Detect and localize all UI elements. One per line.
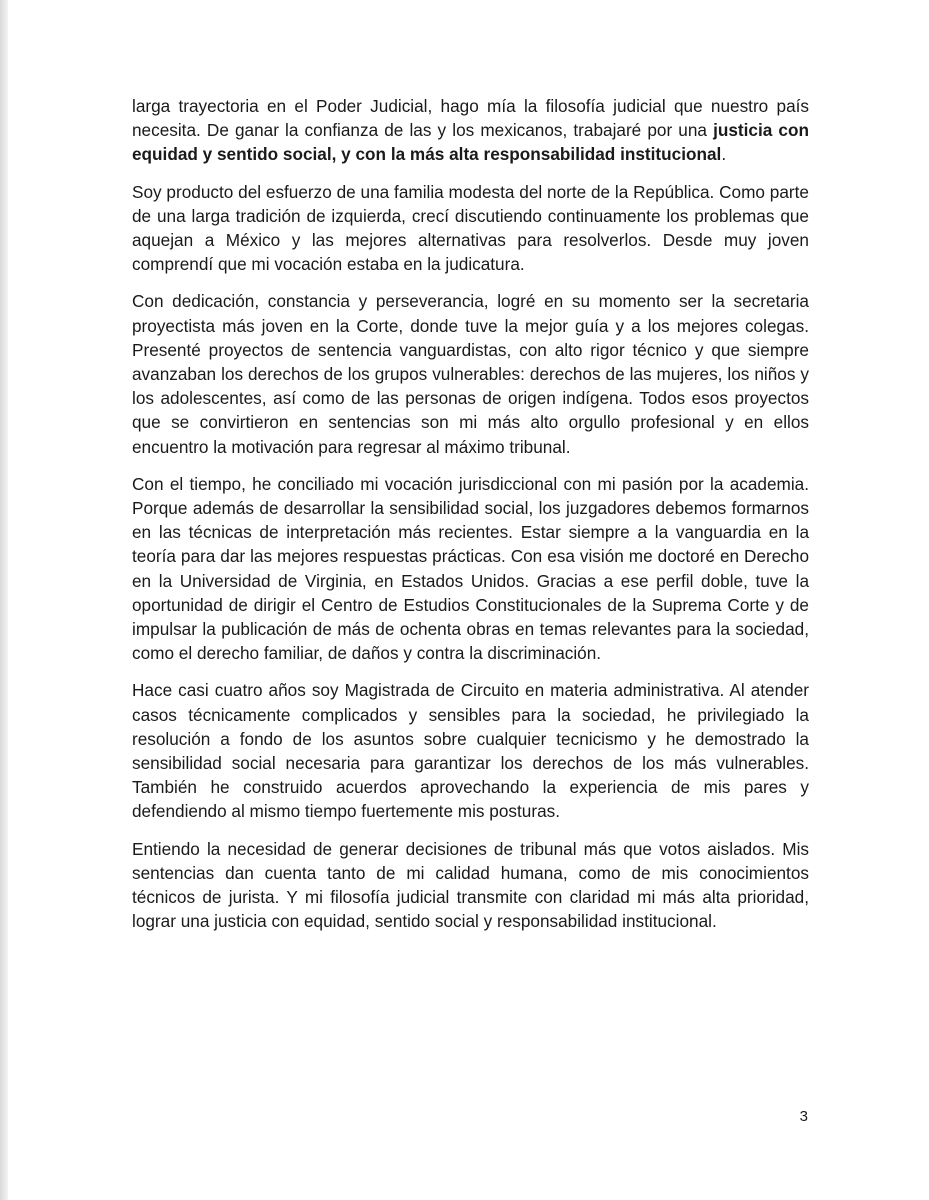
page-edge-shadow — [0, 0, 8, 1200]
paragraph-1 — [132, 94, 809, 167]
page-number: 3 — [799, 1108, 808, 1125]
paragraph-4: Con el tiempo, he conciliado mi vocación jurisdiccional con mi pasión por la academia. Porque además de desarrollar la sensibilidad social, los juzgadores debemos formarnos en las técnicas de interpretación más recientes. Estar siempre a la vanguardia en la teoría para dar las mejores respuestas prácticas. Con esa visión me doctoré en Derecho en la Universidad de Virginia, en Estados Unidos. Gracias a ese perfil doble, tuve la oportunidad de dirigir el Centro de Estudios Constitucionales de la Suprema Corte y de impulsar la publicación de más de ochenta obras en temas relevantes para la sociedad, como el derecho familiar, de daños y contra la discriminación. — [132, 473, 809, 664]
paragraph-2: Soy producto del esfuerzo de una familia modesta del norte de la República. Como parte de una larga tradición de izquierda, crecí discutiendo continuamente los problemas que aquejan a México y las mejores alternativas para resolverlos. Desde muy joven comprendí que mi vocación estaba en la judicatura. — [132, 181, 809, 275]
paragraph-6: Entiendo la necesidad de generar decisiones de tribunal más que votos aislados. Mis sentencias dan cuenta tanto de mi calidad humana, como de mis conocimientos técnicos de jurista. Y mi filosofía judicial transmite con claridad mi más alta prioridad, lograr una justicia con equidad, sentido social y responsabilidad institucional. — [132, 838, 809, 932]
paragraph-1-end: . — [721, 144, 727, 165]
paragraph-1-intro: larga trayectoria en el Poder Judicial, hago mía la filosofía judicial que nuestro país necesita. De ganar la confianza de las y los mexicanos, trabajaré por una — [132, 96, 809, 141]
paragraph-3: Con dedicación, constancia y perseverancia, logré en su momento ser la secretaria proyectista más joven en la Corte, donde tuve la mejor guía y a los mejores colegas. Presenté proyectos de sentencia vanguardistas, con alto rigor técnico y que siempre avanzaban los derechos de los grupos vulnerables: derechos de las mujeres, los niños y los adolescentes, así como de las personas de origen indígena. Todos esos proyectos que se convirtieron en sentencias son mi más alto orgullo profesional y en ellos encuentro la motivación para regresar al máximo tribunal. — [132, 291, 809, 457]
paragraph-5: Hace casi cuatro años soy Magistrada de Circuito en materia administrativa. Al atender casos técnicamente complicados y sensibles para la sociedad, he privilegiado la resolución a fondo de los asuntos sobre cualquier tecnicismo y he demostrado la sensibilidad social necesaria para garantizar los derechos de los más vulnerables. También he construido acuerdos aprovechando la experiencia de mis pares y defendiendo al mismo tiempo fuertemente mis posturas. — [132, 680, 809, 822]
document-body — [132, 94, 809, 947]
paragraph-1-emphasis: justicia con equidad y sentido social, y con la más alta responsabilidad institucional — [132, 120, 809, 165]
